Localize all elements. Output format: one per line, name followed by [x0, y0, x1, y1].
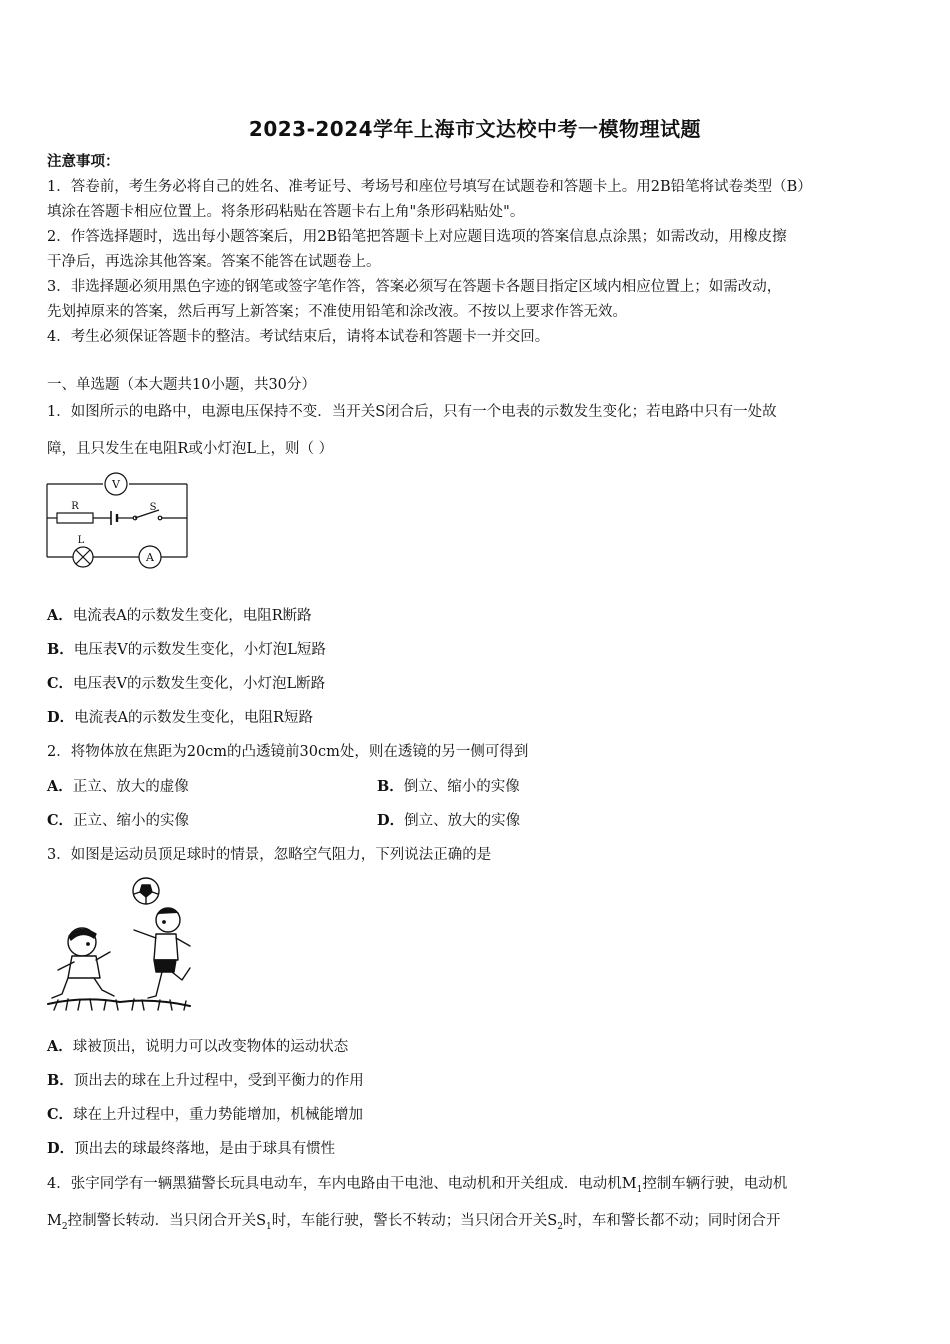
option-letter: A．	[47, 778, 73, 795]
q3-stem: 3．如图是运动员顶足球时的情景，忽略空气阻力，下列说法正确的是	[47, 847, 492, 863]
label-r: R	[71, 501, 79, 512]
text-run: 时，车能行驶，警长不转动；当只闭合开关S	[271, 1213, 558, 1229]
notice-line: 1．答卷前，考生务必将自己的姓名、准考证号、考场号和座位号填写在试题卷和答题卡上。用2B铅笔将试卷类型（B）	[47, 179, 812, 195]
option-letter: D．	[47, 709, 75, 726]
resistor-r	[57, 513, 93, 523]
q1-option-a[interactable]	[47, 606, 312, 626]
q1-option-b[interactable]	[47, 640, 326, 660]
q3-option-b[interactable]	[47, 1071, 364, 1091]
option-letter: C．	[47, 812, 74, 829]
option-letter: C．	[47, 1106, 74, 1123]
q2-option-c[interactable]	[47, 811, 189, 831]
label-v: V	[112, 478, 120, 491]
notice-line: 先划掉原来的答案，然后再写上新答案；不准使用铅笔和涂改液。不按以上要求作答无效。	[47, 304, 627, 320]
text-run: M	[47, 1213, 62, 1229]
q1-stem-line2: 障，且只发生在电阻R或小灯泡L上，则（ ）	[47, 441, 334, 457]
notice-line: 填涂在答题卡相应位置上。将条形码粘贴在答题卡右上角"条形码粘贴处"。	[47, 204, 525, 220]
option-text: 电压表V的示数发生变化，小灯泡L断路	[73, 676, 326, 692]
option-letter: A．	[47, 607, 73, 624]
option-letter: B．	[377, 778, 404, 795]
option-text: 倒立、放大的实像	[404, 813, 521, 829]
soccer-illustration	[44, 872, 194, 1014]
section-heading: 一、单选题（本大题共10小题，共30分）	[47, 377, 316, 393]
text-run: 4．张宇同学有一辆黑猫警长玩具电动车，车内电路由干电池、电动机和开关组成．电动机M	[47, 1176, 637, 1192]
page-title: 2023-2024学年上海市文达校中考一模物理试题	[248, 117, 702, 141]
q1-option-d[interactable]	[47, 708, 313, 728]
option-text: 倒立、缩小的实像	[403, 779, 520, 795]
q2-option-b[interactable]	[377, 777, 520, 797]
option-text: 正立、放大的虚像	[72, 779, 189, 795]
option-text: 球在上升过程中，重力势能增加，机械能增加	[73, 1107, 364, 1123]
subscript: 2	[61, 1221, 68, 1232]
option-letter: D．	[47, 1140, 75, 1157]
option-letter: B．	[47, 1072, 74, 1089]
subscript: 1	[266, 1221, 272, 1232]
q3-option-a[interactable]	[47, 1037, 348, 1057]
option-letter: D．	[377, 812, 405, 829]
label-s: S	[149, 502, 157, 513]
q1-option-c[interactable]	[47, 674, 325, 694]
q1-stem-line1: 1．如图所示的电路中，电源电压保持不变．当开关S闭合后，只有一个电表的示数发生变化；若电路中只有一处故	[47, 404, 777, 420]
option-text: 顶出去的球最终落地，是由于球具有惯性	[74, 1141, 336, 1157]
notice-line: 3．非选择题必须用黑色字迹的钢笔或签字笔作答，答案必须写在答题卡各题目指定区域内相应位置上；如需改动，	[47, 279, 782, 295]
circuit-diagram	[45, 472, 190, 570]
option-text: 电流表A的示数发生变化，电阻R断路	[72, 608, 312, 624]
text-run: 控制车辆行驶，电动机	[642, 1176, 788, 1192]
notice-line: 干净后，再选涂其他答案。答案不能答在试题卷上。	[47, 254, 381, 270]
option-text: 球被顶出，说明力可以改变物体的运动状态	[72, 1039, 349, 1055]
q4-stem-line1	[47, 1174, 787, 1200]
option-text: 电流表A的示数发生变化，电阻R短路	[74, 710, 313, 726]
option-letter: A．	[47, 1038, 73, 1055]
option-letter: C．	[47, 675, 74, 692]
q3-option-d[interactable]	[47, 1139, 335, 1159]
notice-line: 2．作答选择题时，选出每小题答案后，用2B铅笔把答题卡上对应题目选项的答案信息点涂黑；如需改动，用橡皮擦	[47, 229, 787, 245]
q2-option-a[interactable]	[47, 777, 189, 797]
option-text: 顶出去的球在上升过程中，受到平衡力的作用	[73, 1073, 364, 1089]
option-letter: B．	[47, 641, 74, 658]
text-run: 控制警长转动．当只闭合开关S	[67, 1213, 267, 1229]
q2-option-d[interactable]	[377, 811, 520, 831]
option-text: 电压表V的示数发生变化，小灯泡L短路	[73, 642, 326, 658]
q2-stem: 2．将物体放在焦距为20cm的凸透镜前30cm处，则在透镜的另一侧可得到	[47, 744, 529, 760]
label-l: L	[77, 535, 85, 546]
option-text: 正立、缩小的实像	[73, 813, 190, 829]
label-a: A	[146, 551, 154, 564]
notice-line: 4．考生必须保证答题卡的整洁。考试结束后，请将本试卷和答题卡一并交回。	[47, 329, 550, 345]
notice-heading: 注意事项：	[47, 153, 120, 170]
q4-stem-line2	[47, 1211, 780, 1237]
subscript: 2	[557, 1221, 563, 1232]
text-run: 时，车和警长都不动；同时闭合开	[562, 1213, 781, 1229]
q3-option-c[interactable]	[47, 1105, 363, 1125]
subscript: 1	[636, 1184, 643, 1195]
